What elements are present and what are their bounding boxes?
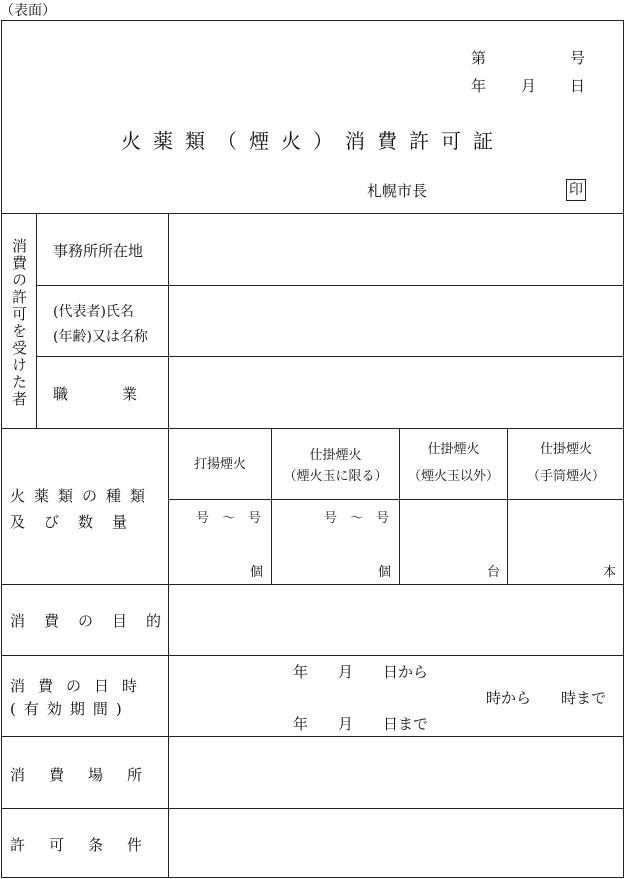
certificate-title: 火薬類（煙火）消費許可証	[121, 129, 505, 153]
divider	[399, 428, 400, 584]
col-shikake-ball-header-line1: 仕掛煙火	[309, 448, 362, 463]
occupation-label: 職 業	[53, 385, 146, 403]
divider	[1, 213, 624, 214]
divider	[36, 213, 37, 428]
range-uchiage: 号 〜 号	[196, 511, 262, 526]
col-uchiage-header: 打揚煙火	[193, 457, 246, 472]
number-suffix: 号	[570, 49, 586, 67]
divider	[507, 428, 508, 584]
datetime-from: 年 月 日から	[293, 663, 429, 681]
date-month: 月	[521, 77, 537, 95]
col-tezutsu-header-line1: 仕掛煙火	[539, 442, 592, 457]
col-shikake-ball-header-line2: （煙火玉に限る）	[283, 469, 388, 484]
number-prefix: 第	[471, 49, 487, 67]
divider	[1, 584, 624, 585]
datetime-label-line2: (有効期間)	[10, 700, 130, 718]
divider	[36, 285, 624, 286]
col-tezutsu-header-line2: （手筒煙火）	[526, 469, 605, 484]
unit-tezutsu: 本	[603, 565, 617, 580]
date-day: 日	[570, 77, 586, 95]
divider	[36, 356, 624, 357]
divider	[271, 428, 272, 584]
issuer: 札幌市長	[367, 182, 428, 200]
divider	[1, 736, 624, 737]
divider	[1, 808, 624, 809]
fireworks-label-line2: 及 び 数 量	[10, 513, 130, 531]
datetime-hours: 時から 時まで	[486, 689, 607, 707]
col-shikake-other-header-line2: （煙火玉以外）	[407, 469, 499, 484]
date-year: 年	[471, 77, 487, 95]
name-label-line1: (代表者)氏名	[53, 304, 134, 320]
unit-uchiage: 個	[250, 565, 264, 580]
place-label: 消費場所	[10, 766, 167, 784]
divider	[168, 213, 169, 878]
datetime-to: 年 月 日まで	[293, 715, 429, 733]
address-label: 事務所所在地	[53, 242, 144, 260]
fireworks-label-line1: 火薬類の種類	[10, 487, 155, 505]
name-label-line2: (年齢)又は名称	[53, 329, 148, 345]
divider	[1, 655, 624, 656]
unit-shikake-other: 台	[487, 565, 501, 580]
divider	[1, 428, 624, 429]
conditions-label: 許可条件	[10, 836, 167, 854]
unit-shikake-ball: 個	[378, 565, 392, 580]
purpose-label: 消費の目的	[10, 612, 181, 630]
col-shikake-other-header-line1: 仕掛煙火	[427, 442, 480, 457]
divider	[168, 499, 624, 500]
seal-mark: 印	[566, 179, 586, 201]
datetime-label-line1: 消費の日時	[10, 677, 151, 695]
range-shikake-ball: 号 〜 号	[324, 511, 390, 526]
permitted-person-label: 消費の許可を受けた者	[10, 238, 28, 408]
header-note: （表面）	[0, 3, 56, 19]
